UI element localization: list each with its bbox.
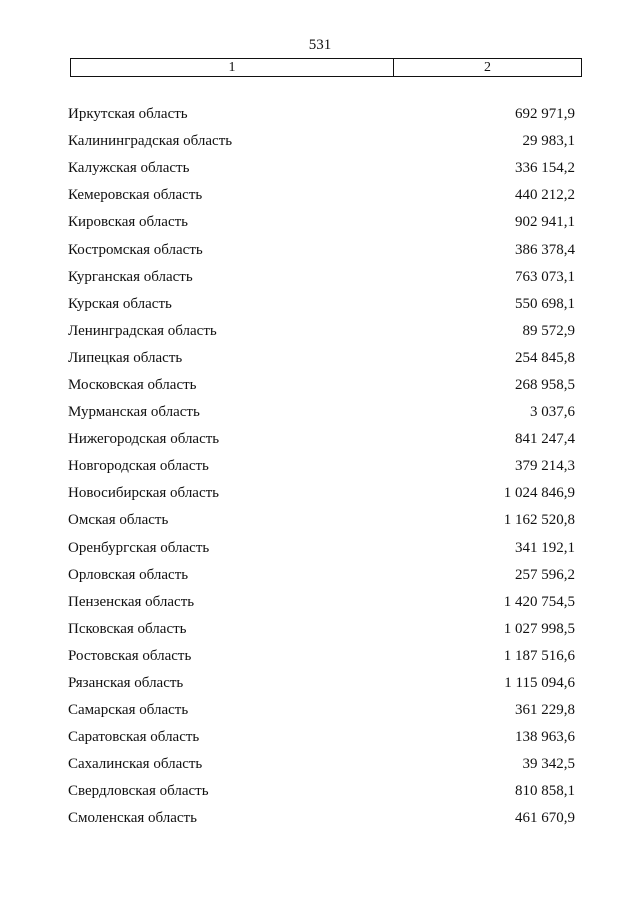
table-row [68, 589, 575, 616]
region-table [68, 101, 575, 833]
region-name: Оренбургская область [68, 539, 210, 556]
region-value: 902 941,1 [515, 214, 575, 231]
table-row [68, 291, 575, 318]
table-row [68, 805, 575, 832]
table-row [68, 101, 575, 128]
table-row [68, 128, 575, 155]
region-value: 1 024 846,9 [503, 485, 575, 502]
region-value: 379 214,3 [515, 458, 575, 475]
region-value: 254 845,8 [515, 349, 575, 366]
region-name: Рязанская область [68, 675, 184, 692]
region-name: Московская область [68, 376, 197, 393]
table-row [68, 182, 575, 209]
region-name: Курская область [68, 295, 172, 312]
region-value: 361 229,8 [515, 702, 575, 719]
table-row [68, 236, 575, 263]
region-value: 1 187 516,6 [503, 647, 575, 664]
table-row [68, 318, 575, 345]
region-value: 268 958,5 [515, 376, 575, 393]
table-row [68, 535, 575, 562]
region-value: 89 572,9 [522, 322, 575, 339]
table-row [68, 670, 575, 697]
table-row [68, 480, 575, 507]
region-value: 461 670,9 [515, 810, 575, 827]
region-name: Кировская область [68, 214, 189, 231]
region-name: Курганская область [68, 268, 193, 285]
table-row [68, 345, 575, 372]
region-name: Липецкая область [68, 349, 183, 366]
table-row [68, 751, 575, 778]
region-value: 386 378,4 [515, 241, 575, 258]
table-row [68, 778, 575, 805]
region-value: 138 963,6 [515, 729, 575, 746]
region-value: 692 971,9 [515, 106, 575, 123]
region-name: Ленинградская область [68, 322, 217, 339]
region-name: Новосибирская область [68, 485, 220, 502]
region-name: Костромская область [68, 241, 203, 258]
region-value: 440 212,2 [515, 187, 575, 204]
region-name: Омская область [68, 512, 169, 529]
region-value: 1 162 520,8 [503, 512, 575, 529]
region-value: 550 698,1 [515, 295, 575, 312]
table-row [68, 426, 575, 453]
region-value: 1 027 998,5 [503, 620, 575, 637]
region-name: Кемеровская область [68, 187, 203, 204]
page-number: 531 [308, 37, 332, 53]
table-row [68, 399, 575, 426]
table-row [68, 507, 575, 534]
region-name: Мурманская область [68, 404, 200, 421]
table-row [68, 264, 575, 291]
region-name: Орловская область [68, 566, 189, 583]
table-row [68, 643, 575, 670]
region-value: 1 420 754,5 [503, 593, 575, 610]
region-name: Иркутская область [68, 106, 188, 123]
region-value: 810 858,1 [515, 783, 575, 800]
region-value: 1 115 094,6 [504, 675, 575, 692]
region-value: 39 342,5 [522, 756, 575, 773]
table-row [68, 724, 575, 751]
region-name: Псковская область [68, 620, 187, 637]
region-value: 3 037,6 [530, 404, 575, 421]
region-name: Сахалинская область [68, 756, 203, 773]
region-name: Новгородская область [68, 458, 209, 475]
table-row [68, 616, 575, 643]
region-value: 341 192,1 [515, 539, 575, 556]
region-name: Калининградская область [68, 133, 233, 150]
column-header-1: 1 [71, 59, 394, 76]
table-row [68, 453, 575, 480]
table-row [68, 155, 575, 182]
table-row [68, 562, 575, 589]
region-name: Пензенская область [68, 593, 195, 610]
table-header [70, 58, 582, 77]
table-row [68, 209, 575, 236]
region-name: Смоленская область [68, 810, 197, 827]
region-name: Ростовская область [68, 647, 192, 664]
region-value: 841 247,4 [515, 431, 575, 448]
region-name: Нижегородская область [68, 431, 220, 448]
column-header-2: 2 [484, 60, 491, 75]
region-value: 336 154,2 [515, 160, 575, 177]
region-name: Калужская область [68, 160, 190, 177]
region-name: Саратовская область [68, 729, 200, 746]
region-value: 257 596,2 [515, 566, 575, 583]
table-row [68, 697, 575, 724]
region-name: Свердловская область [68, 783, 209, 800]
region-value: 763 073,1 [515, 268, 575, 285]
region-name: Самарская область [68, 702, 189, 719]
region-value: 29 983,1 [522, 133, 575, 150]
table-row [68, 372, 575, 399]
